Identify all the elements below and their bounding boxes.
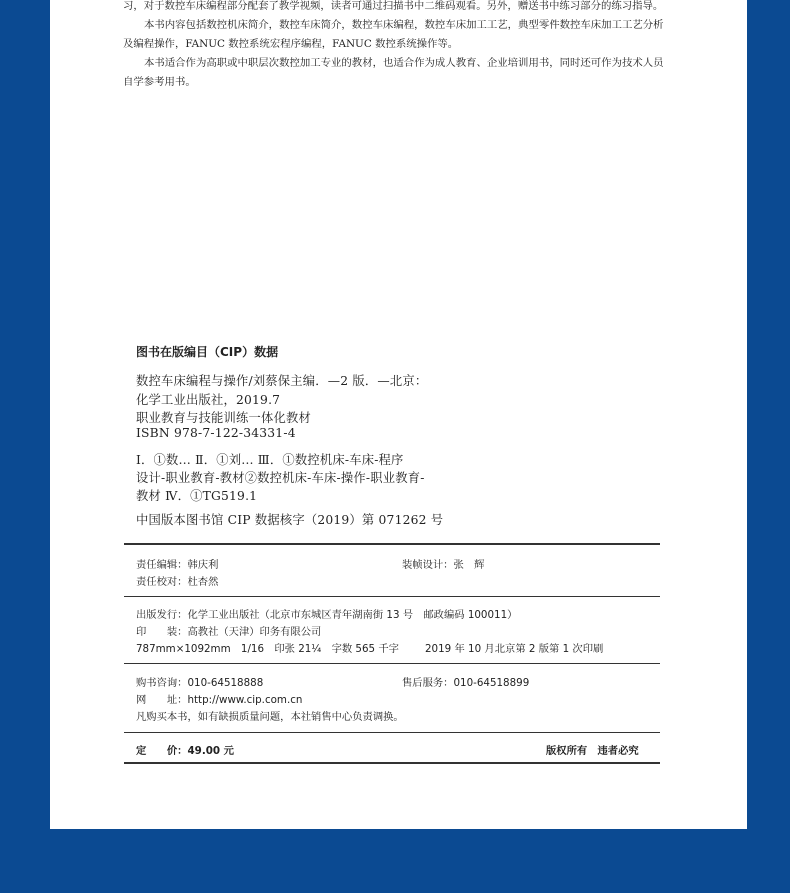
cip-line-3: 职业教育与技能训练一体化教材 bbox=[136, 411, 311, 425]
rights-notice: 版权所有 违者必究 bbox=[546, 745, 639, 757]
proofreader-credit: 责任校对：杜杏然 bbox=[136, 576, 219, 588]
divider bbox=[124, 543, 660, 545]
intro-paragraph-3: 本书适合作为高职或中职层次数控加工专业的教材，也适合作为成人教育、企业培训用书，同时还可作为技术人员自学参考用书。 bbox=[123, 57, 664, 88]
format-info: 787mm×1092mm 1/16 印张 21¼ 字数 565 千字 bbox=[136, 643, 399, 655]
cip-line-1: 数控车床编程与操作/刘蔡保主编．—2 版．—北京： bbox=[136, 374, 428, 388]
cip-line-6: 设计-职业教育-教材②数控机床-车床-操作-职业教育- bbox=[136, 471, 425, 485]
divider bbox=[124, 762, 660, 764]
cip-line-5: Ⅰ．①数… Ⅱ．①刘… Ⅲ．①数控机床-车床-程序 bbox=[136, 453, 404, 467]
cip-line-7: 教材 Ⅳ．①TG519.1 bbox=[136, 489, 258, 503]
cip-record-number: 中国版本图书馆 CIP 数据核字（2019）第 071262 号 bbox=[136, 513, 444, 527]
printer-info: 印 装：高教社（天津）印务有限公司 bbox=[136, 626, 322, 638]
intro-paragraph-2: 本书内容包括数控机床简介，数控车床简介，数控车床编程，数控车床加工工艺，典型零件数控车床加工工艺分析及编程操作，FANUC 数控系统宏程序编程，FANUC 数控系统操作等。 bbox=[123, 19, 664, 50]
purchase-contact: 购书咨询：010-64518888 bbox=[136, 677, 264, 689]
exchange-notice: 凡购买本书，如有缺损质量问题，本社销售中心负责调换。 bbox=[136, 711, 404, 723]
edition-info: 2019 年 10 月北京第 2 版第 1 次印刷 bbox=[425, 643, 604, 655]
service-contact: 售后服务：010-64518899 bbox=[402, 677, 530, 689]
cip-line-2: 化学工业出版社，2019.7 bbox=[136, 393, 281, 407]
divider bbox=[124, 663, 660, 664]
designer-credit: 装帧设计：张 辉 bbox=[402, 559, 485, 571]
cip-isbn: ISBN 978-7-122-34331-4 bbox=[136, 426, 296, 440]
copyright-page bbox=[50, 0, 747, 829]
website: 网 址：http://www.cip.com.cn bbox=[136, 694, 303, 706]
intro-text bbox=[123, 0, 669, 92]
intro-paragraph-1: 习，对于数控车床编程部分配套了教学视频，读者可通过扫描书中二维码观看。另外，赠送书中练习部分的练习指导。 bbox=[123, 0, 664, 12]
editor-credit: 责任编辑：韩庆利 bbox=[136, 559, 219, 571]
publisher-info: 出版发行：化学工业出版社（北京市东城区青年湖南街 13 号 邮政编码 100011） bbox=[136, 609, 518, 621]
cip-title: 图书在版编目（CIP）数据 bbox=[136, 345, 279, 359]
divider bbox=[124, 732, 660, 733]
divider bbox=[124, 596, 660, 597]
price: 定 价：49.00 元 bbox=[136, 745, 234, 757]
